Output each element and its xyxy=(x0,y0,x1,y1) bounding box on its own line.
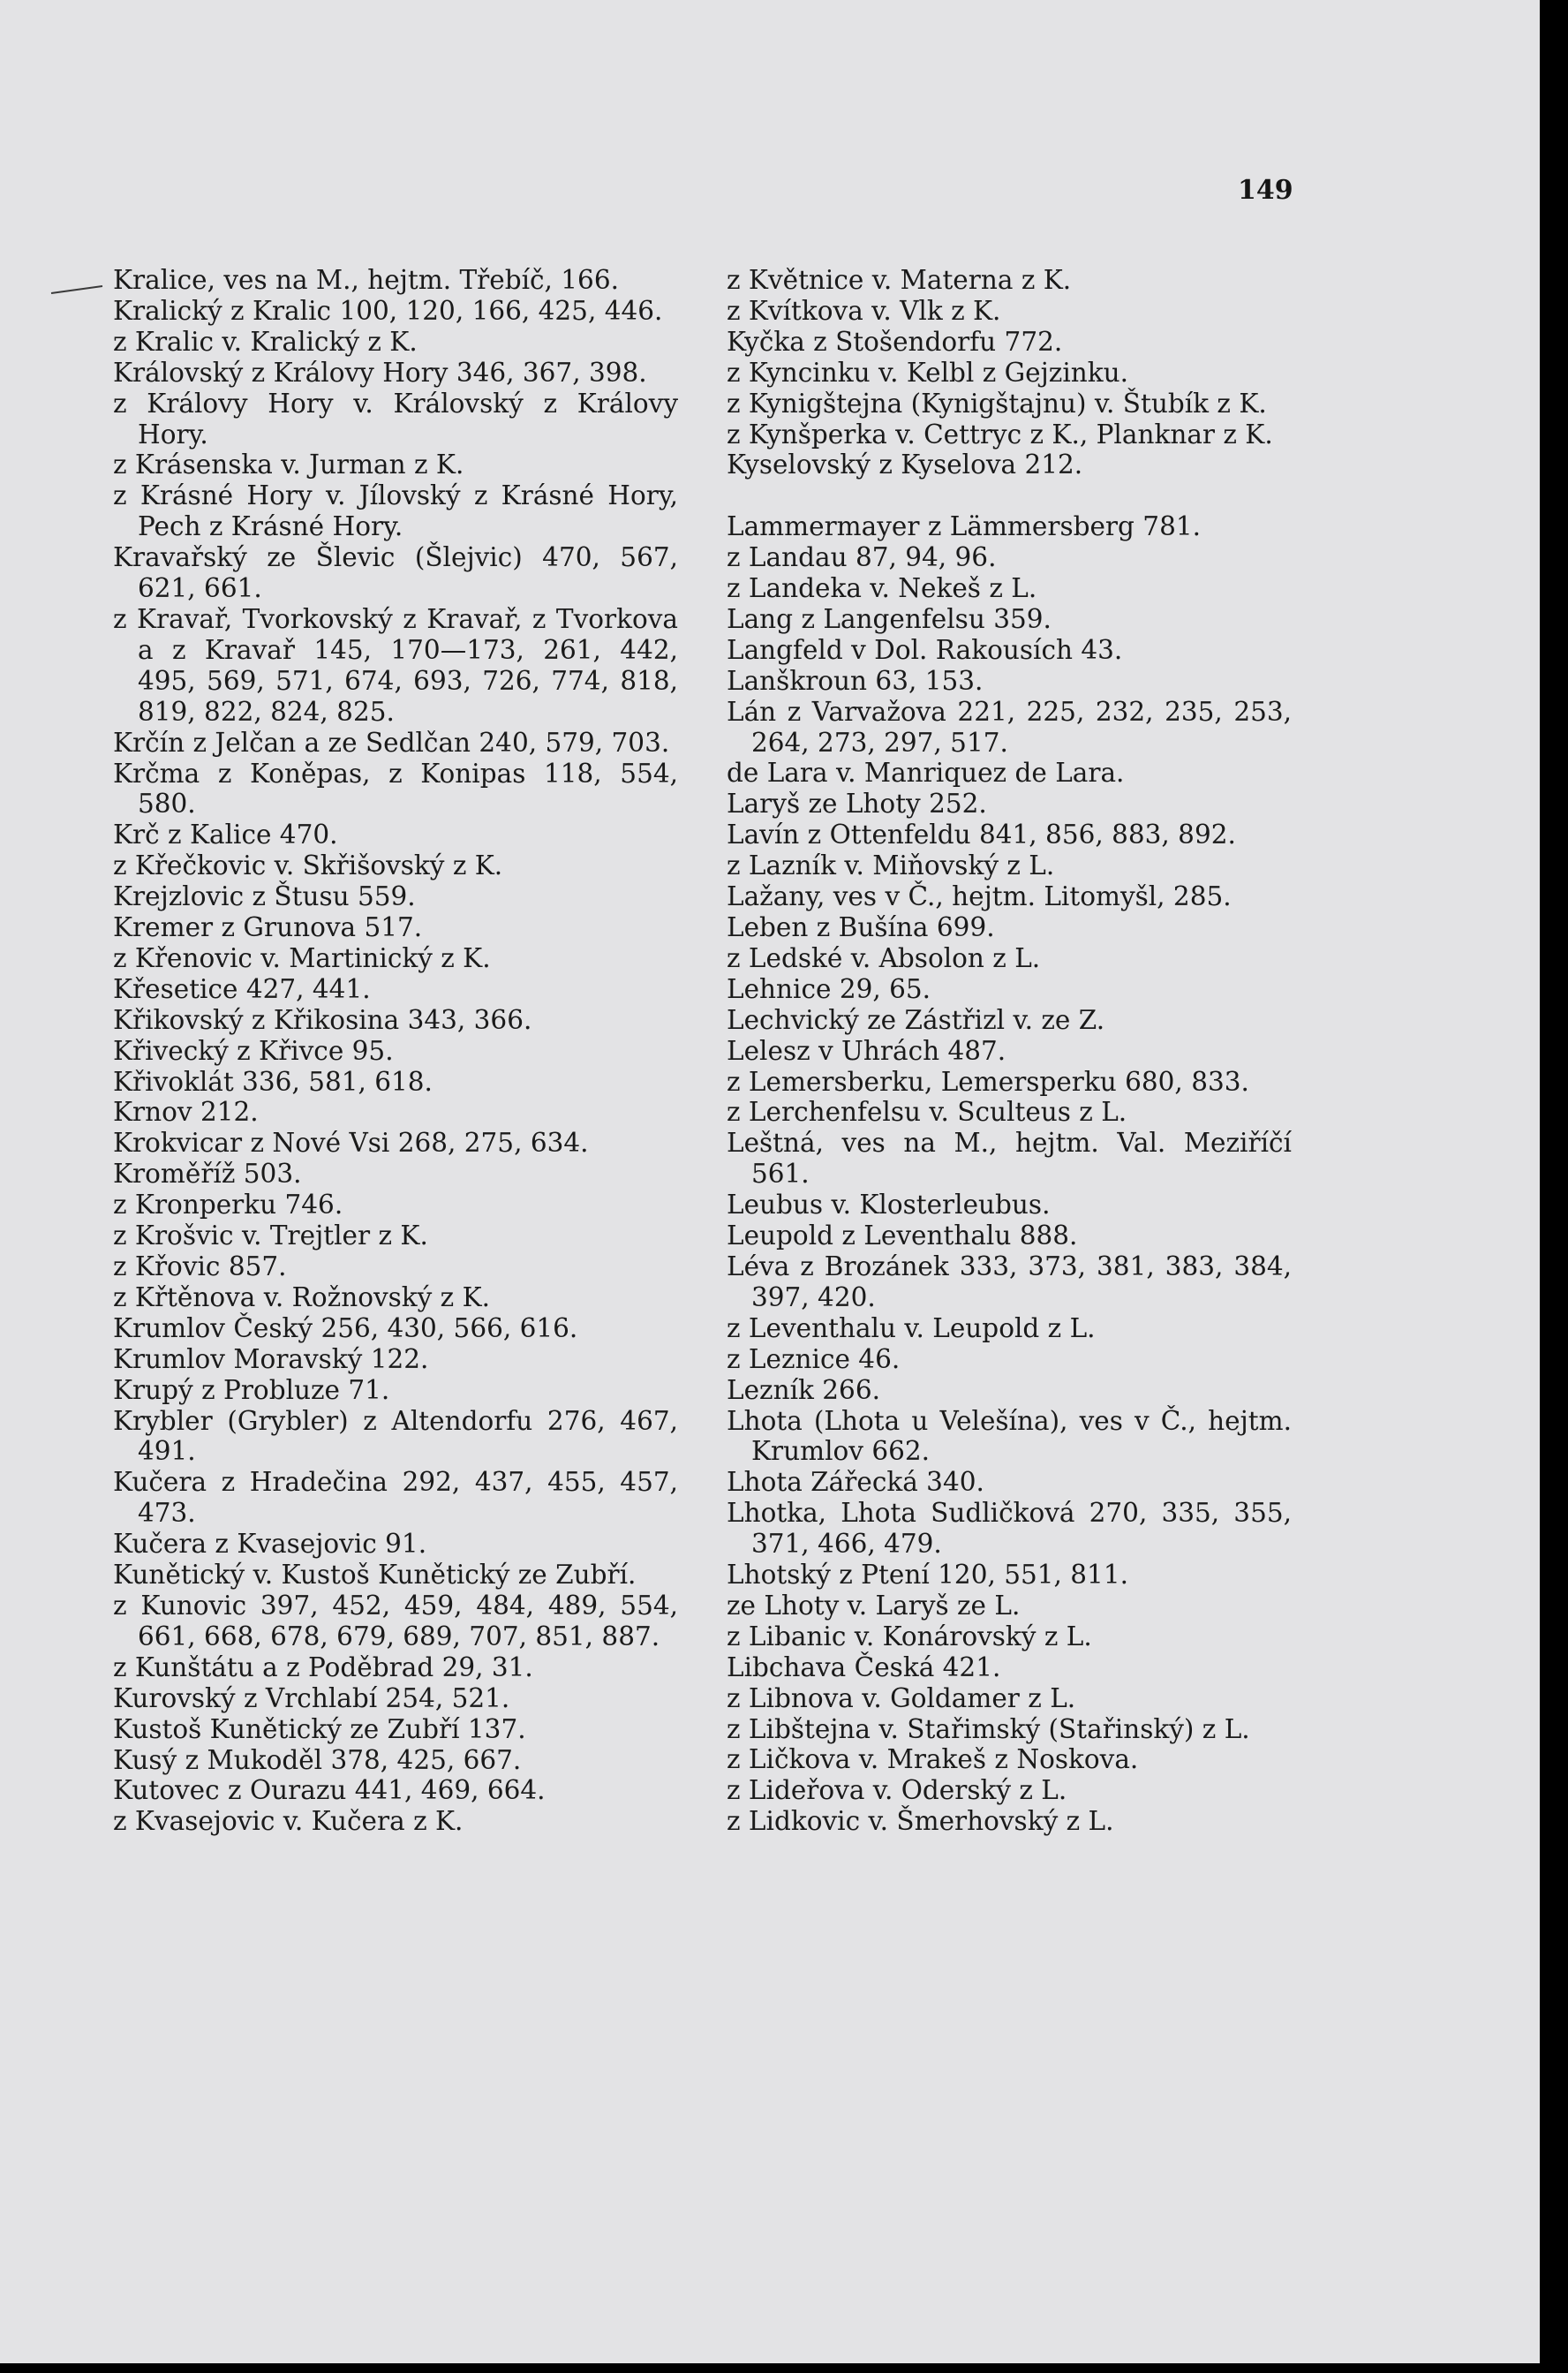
index-section-k xyxy=(727,265,1292,480)
index-entry: Kravařský ze Šlevic (Šlejvic) 470, 567, 621, 661. xyxy=(113,542,678,604)
index-entry: Lhota (Lhota u Velešína), ves v Č., hejtm. Krumlov 662. xyxy=(727,1405,1292,1467)
index-entry: Lažany, ves v Č., hejtm. Litomyšl, 285. xyxy=(727,881,1232,912)
index-entry: Královský z Královy Hory 346, 367, 398. xyxy=(113,357,647,388)
index-entry: Kyčka z Stošendorfu 772. xyxy=(727,326,1063,357)
index-entry: Kutovec z Ourazu 441, 469, 664. xyxy=(113,1775,546,1806)
index-entry: z Křtěnova v. Rožnovský z K. xyxy=(113,1281,491,1312)
index-entry: Kusý z Mukoděl 378, 425, 667. xyxy=(113,1744,522,1775)
index-entry: Krčín z Jelčan a ze Sedlčan 240, 579, 703. xyxy=(113,727,670,758)
index-entry: Křivoklát 336, 581, 618. xyxy=(113,1066,433,1097)
index-entry: Lammermayer z Lämmersberg 781. xyxy=(727,511,1201,542)
index-entry: Lehnice 29, 65. xyxy=(727,973,931,1004)
index-entry: z Kunovic 397, 452, 459, 484, 489, 554, 661, 668, 678, 679, 689, 707, 851, 887. xyxy=(113,1590,678,1651)
index-entry: Krč z Kalice 470. xyxy=(113,820,338,850)
index-entry: Krokvicar z Nové Vsi 268, 275, 634. xyxy=(113,1128,589,1159)
index-entry: Leštná, ves na M., hejtm. Val. Meziříčí 561. xyxy=(727,1128,1292,1190)
index-entry: Krupý z Probluze 71. xyxy=(113,1374,390,1405)
index-entry: Kralický z Kralic 100, 120, 166, 425, 446. xyxy=(113,295,663,326)
index-entry: z Libanic v. Konárovský z L. xyxy=(727,1621,1092,1651)
index-entry: Krejzlovic z Štusu 559. xyxy=(113,881,416,912)
index-entry: z Krásenska v. Jurman z K. xyxy=(113,450,464,480)
index-entry: Kučera z Kvasejovic 91. xyxy=(113,1529,427,1560)
index-entry: z Kronperku 746. xyxy=(113,1190,343,1221)
index-entry: Lhotka, Lhota Sudličková 270, 335, 355, 371, 466, 479. xyxy=(727,1498,1292,1560)
index-entry: z Kvasejovic v. Kučera z K. xyxy=(113,1806,464,1837)
index-entry: z Lidkovic v. Šmerhovský z L. xyxy=(727,1806,1114,1837)
section-gap xyxy=(727,480,1292,511)
index-entry: Krčma z Koněpas, z Konipas 118, 554, 580. xyxy=(113,758,678,820)
index-entry: Leupold z Leventhalu 888. xyxy=(727,1221,1078,1251)
index-entry: z Křovic 857. xyxy=(113,1251,287,1281)
index-entry: z Květnice v. Materna z K. xyxy=(727,265,1072,295)
index-entry: z Ledské v. Absolon z L. xyxy=(727,942,1041,973)
index-entry: z Kyncinku v. Kelbl z Gejzinku. xyxy=(727,357,1129,388)
index-entry: Lhota Zářecká 340. xyxy=(727,1467,984,1498)
index-entry: Lang z Langenfelsu 359. xyxy=(727,603,1052,634)
index-entry: z Kvítkova v. Vlk z K. xyxy=(727,295,1001,326)
index-entry: Lezník 266. xyxy=(727,1374,880,1405)
index-entry: Lhotský z Ptení 120, 551, 811. xyxy=(727,1560,1128,1591)
page-number: 149 xyxy=(1238,175,1293,206)
index-entry: z Kunštátu a z Poděbrad 29, 31. xyxy=(113,1651,533,1682)
index-entry: Krnov 212. xyxy=(113,1097,259,1128)
index-section-l xyxy=(727,511,1292,1837)
index-entry: Křivecký z Křivce 95. xyxy=(113,1035,394,1066)
index-entry: z Kravař, Tvorkovský z Kravař, z Tvorkova a z Kravař 145, 170—173, 261, 442, 495, 569, 571, 674, 693, 726, 774, 818, 819, 822, 824, 825. xyxy=(113,603,678,727)
index-entry: Kustoš Kunětický ze Zubří 137. xyxy=(113,1713,526,1744)
index-entry: Leubus v. Klosterleubus. xyxy=(727,1190,1051,1221)
index-entry: z Lazník v. Miňovský z L. xyxy=(727,850,1055,881)
index-entry: Křesetice 427, 441. xyxy=(113,973,371,1004)
index-entry: z Lideřova v. Oderský z L. xyxy=(727,1775,1067,1806)
index-entry: z Krásné Hory v. Jílovský z Krásné Hory, Pech z Krásné Hory. xyxy=(113,480,678,542)
index-entry: ze Lhoty v. Laryš ze L. xyxy=(727,1590,1021,1621)
index-entry: Laryš ze Lhoty 252. xyxy=(727,789,987,820)
index-entry: z Lemersberku, Lemersperku 680, 833. xyxy=(727,1066,1249,1097)
index-entry: z Libštejna v. Stařimský (Stařinský) z L. xyxy=(727,1713,1250,1744)
index-entry: z Landau 87, 94, 96. xyxy=(727,542,997,573)
index-entry: Kremer z Grunova 517. xyxy=(113,912,423,943)
index-entry: z Lerchenfelsu v. Sculteus z L. xyxy=(727,1097,1127,1128)
index-entry: z Kynšperka v. Cettryc z K., Planknar z K. xyxy=(727,419,1273,450)
index-column-right xyxy=(727,265,1292,1837)
index-entry: z Leventhalu v. Leupold z L. xyxy=(727,1312,1096,1343)
index-entry: Kroměříž 503. xyxy=(113,1159,302,1190)
index-entry: z Křenovic v. Martinický z K. xyxy=(113,942,491,973)
index-entry: Kralice, ves na M., hejtm. Třebíč, 166. xyxy=(113,265,619,295)
index-entry: Křikovský z Křikosina 343, 366. xyxy=(113,1004,532,1035)
index-column-left xyxy=(113,265,678,1837)
index-entry: z Ličkova v. Mrakeš z Noskova. xyxy=(727,1744,1139,1775)
index-entry: Leben z Bušína 699. xyxy=(727,912,995,943)
index-entry: z Leznice 46. xyxy=(727,1343,901,1374)
margin-pencil-mark xyxy=(49,281,120,299)
index-entry: Lechvický ze Zástřizl v. ze Z. xyxy=(727,1004,1105,1035)
index-entry: Langfeld v Dol. Rakousích 43. xyxy=(727,634,1123,665)
index-entry: Krumlov Moravský 122. xyxy=(113,1343,429,1374)
index-entry: Kyselovský z Kyselova 212. xyxy=(727,450,1083,480)
index-entry: Krumlov Český 256, 430, 566, 616. xyxy=(113,1312,578,1343)
index-entry: z Křečkovic v. Skřišovský z K. xyxy=(113,850,503,881)
index-entry: z Libnova v. Goldamer z L. xyxy=(727,1682,1076,1713)
index-entry: z Krošvic v. Trejtler z K. xyxy=(113,1221,428,1251)
index-entry: Krybler (Grybler) z Altendorfu 276, 467, 491. xyxy=(113,1405,678,1467)
index-entry: Kurovský z Vrchlabí 254, 521. xyxy=(113,1682,510,1713)
index-entry: Kučera z Hradečina 292, 437, 455, 457, 473. xyxy=(113,1467,678,1529)
index-entry: Lán z Varvažova 221, 225, 232, 235, 253, 264, 273, 297, 517. xyxy=(727,696,1292,758)
index-entry: z Královy Hory v. Královský z Královy Hory. xyxy=(113,388,678,450)
index-entry: z Landeka v. Nekeš z L. xyxy=(727,573,1037,604)
index-entry: Kunětický v. Kustoš Kunětický ze Zubří. xyxy=(113,1560,637,1591)
index-entry: Libchava Česká 421. xyxy=(727,1651,1001,1682)
index-entry: Léva z Brozánek 333, 373, 381, 383, 384, 397, 420. xyxy=(727,1251,1292,1312)
index-entry: z Kynigštejna (Kynigštajnu) v. Štubík z K. xyxy=(727,388,1267,419)
index-entry: Lelesz v Uhrách 487. xyxy=(727,1035,1006,1066)
index-entry: Lavín z Ottenfeldu 841, 856, 883, 892. xyxy=(727,820,1236,850)
index-entry: z Kralic v. Kralický z K. xyxy=(113,326,418,357)
index-entry: Lanškroun 63, 153. xyxy=(727,665,984,696)
index-entry: de Lara v. Manriquez de Lara. xyxy=(727,758,1125,789)
